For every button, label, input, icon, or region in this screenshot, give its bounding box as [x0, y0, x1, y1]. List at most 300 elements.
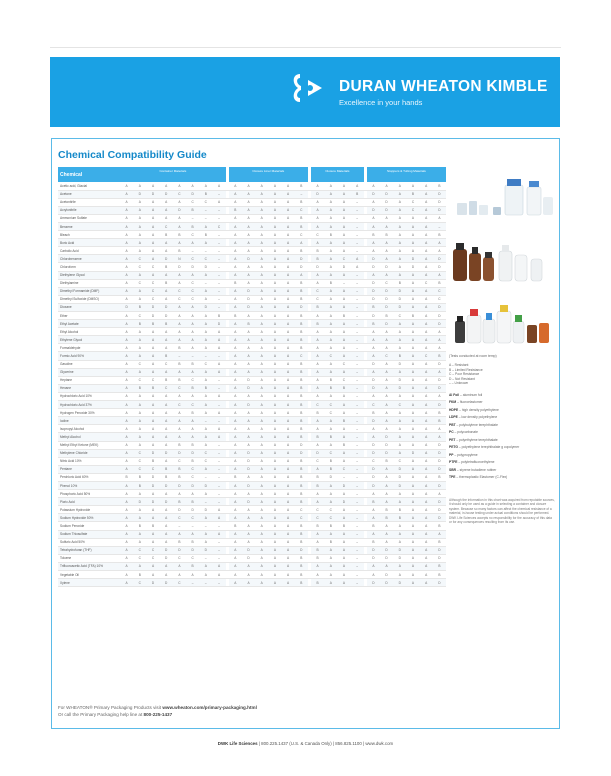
rating-cell: B: [380, 231, 393, 239]
rating-cell: D: [146, 473, 159, 481]
rating-cell: C: [393, 457, 406, 465]
rating-cell: B: [160, 465, 173, 473]
rating-cell: A: [255, 498, 268, 506]
chemical-name: Dimethyl Formamide (DMF): [58, 287, 120, 295]
table-row: [58, 522, 446, 530]
rating-cell: A: [268, 409, 281, 417]
rating-cell: A: [311, 360, 324, 368]
rating-cell: B: [186, 562, 199, 570]
rating-cell: A: [160, 295, 173, 303]
rating-cell: A: [406, 401, 419, 409]
rating-cell: A: [367, 214, 380, 222]
rating-cell: B: [186, 384, 199, 392]
rating-cell: A: [311, 376, 324, 384]
rating-cell: A: [282, 506, 295, 514]
rating-cell: C: [186, 279, 199, 287]
rating-cell: A: [160, 425, 173, 433]
rating-cell: A: [337, 271, 350, 279]
rating-cell: A: [242, 222, 255, 230]
chemical-name: Tetrahydrofuran (THF): [58, 546, 120, 554]
rating-cell: A: [367, 198, 380, 206]
rating-cell: A: [173, 271, 186, 279]
chemical-name: Dimethyl Sulfoxide (DMSO): [58, 295, 120, 303]
rating-cell: A: [242, 506, 255, 514]
rating-cell: –: [186, 522, 199, 530]
rating-cell: B: [295, 498, 308, 506]
rating-cell: C: [380, 279, 393, 287]
rating-cell: A: [268, 368, 281, 376]
rating-cell: A: [229, 303, 242, 311]
material-column-header: [186, 175, 199, 182]
rating-cell: D: [133, 190, 146, 198]
rating-cell: –: [351, 352, 364, 360]
rating-cell: A: [146, 417, 159, 425]
rating-cell: A: [393, 344, 406, 352]
rating-cell: D: [367, 190, 380, 198]
rating-cell: A: [311, 214, 324, 222]
rating-cell: D: [367, 546, 380, 554]
rating-cell: A: [186, 344, 199, 352]
rating-cell: D: [380, 198, 393, 206]
rating-cell: A: [268, 425, 281, 433]
material-column-header: [229, 175, 242, 182]
rating-cell: B: [295, 481, 308, 489]
rating-cell: C: [406, 206, 419, 214]
rating-cell: A: [282, 360, 295, 368]
rating-cell: A: [367, 271, 380, 279]
rating-cell: B: [324, 279, 337, 287]
rating-cell: A: [380, 247, 393, 255]
rating-cell: A: [337, 571, 350, 579]
table-row: [58, 255, 446, 263]
rating-cell: B: [311, 247, 324, 255]
rating-cell: B: [324, 457, 337, 465]
rating-cell: –: [433, 222, 446, 230]
rating-cell: A: [406, 473, 419, 481]
rating-cell: C: [146, 279, 159, 287]
rating-cell: A: [268, 384, 281, 392]
rating-cell: A: [420, 231, 433, 239]
rating-cell: A: [406, 222, 419, 230]
rating-cell: A: [337, 239, 350, 247]
rating-cell: B: [295, 295, 308, 303]
rating-cell: B: [295, 279, 308, 287]
rating-cell: –: [351, 433, 364, 441]
rating-cell: A: [146, 530, 159, 538]
rating-cell: B: [295, 312, 308, 320]
rating-cell: A: [282, 490, 295, 498]
rating-cell: A: [268, 182, 281, 190]
rating-cell: A: [146, 255, 159, 263]
rating-cell: A: [133, 231, 146, 239]
abbreviation-code: PETG: [449, 445, 458, 449]
rating-cell: D: [367, 473, 380, 481]
table-row: [58, 360, 446, 368]
rating-cell: A: [337, 401, 350, 409]
rating-cell: A: [229, 409, 242, 417]
rating-cell: A: [255, 409, 268, 417]
rating-cell: A: [337, 514, 350, 522]
rating-cell: A: [406, 368, 419, 376]
rating-cell: C: [199, 360, 212, 368]
rating-cell: D: [242, 287, 255, 295]
rating-cell: A: [420, 320, 433, 328]
rating-cell: D: [393, 554, 406, 562]
rating-cell: A: [380, 214, 393, 222]
rating-cell: –: [199, 214, 212, 222]
rating-cell: A: [120, 206, 133, 214]
rating-cell: A: [324, 360, 337, 368]
rating-cell: A: [268, 401, 281, 409]
rating-cell: B: [186, 441, 199, 449]
rating-cell: A: [173, 222, 186, 230]
rating-cell: A: [420, 401, 433, 409]
rating-cell: A: [380, 465, 393, 473]
rating-cell: A: [324, 214, 337, 222]
guide-title: Chemical Compatibility Guide: [58, 149, 207, 161]
rating-cell: A: [242, 182, 255, 190]
abbreviation-code: FKM: [449, 400, 457, 404]
rating-cell: A: [160, 490, 173, 498]
rating-cell: A: [160, 401, 173, 409]
rating-cell: A: [295, 271, 308, 279]
rating-cell: A: [324, 182, 337, 190]
rating-cell: A: [146, 425, 159, 433]
rating-cell: A: [406, 182, 419, 190]
rating-cell: A: [255, 231, 268, 239]
rating-cell: A: [282, 344, 295, 352]
rating-cell: A: [173, 425, 186, 433]
rating-cell: D: [380, 287, 393, 295]
rating-cell: D: [295, 263, 308, 271]
table-row: [58, 465, 446, 473]
rating-cell: A: [420, 546, 433, 554]
rating-cell: A: [406, 271, 419, 279]
rating-cell: A: [282, 368, 295, 376]
rating-cell: A: [393, 449, 406, 457]
rating-cell: A: [393, 255, 406, 263]
chemical-name: Sodium Hydroxide 50%: [58, 514, 120, 522]
rating-cell: B: [367, 409, 380, 417]
rating-cell: B: [133, 571, 146, 579]
rating-cell: A: [133, 247, 146, 255]
rating-cell: A: [380, 182, 393, 190]
rating-cell: A: [268, 465, 281, 473]
rating-cell: A: [173, 417, 186, 425]
rating-cell: C: [311, 287, 324, 295]
rating-cell: D: [199, 481, 212, 489]
table-row: [58, 441, 446, 449]
abbreviation-desc: – polypropylene: [453, 452, 478, 457]
rating-cell: C: [186, 473, 199, 481]
rating-cell: D: [295, 255, 308, 263]
rating-cell: A: [133, 409, 146, 417]
rating-cell: B: [295, 571, 308, 579]
rating-cell: A: [199, 344, 212, 352]
rating-cell: A: [160, 409, 173, 417]
wheaton-link[interactable]: www.wheaton.com/primary-packaging.html: [162, 705, 257, 710]
rating-cell: A: [229, 271, 242, 279]
rating-cell: –: [212, 279, 225, 287]
compatibility-table: [58, 167, 446, 587]
rating-cell: A: [393, 231, 406, 239]
rating-cell: A: [120, 287, 133, 295]
rating-cell: A: [324, 198, 337, 206]
rating-cell: A: [324, 247, 337, 255]
rating-cell: A: [173, 392, 186, 400]
rating-cell: –: [351, 490, 364, 498]
rating-cell: D: [433, 579, 446, 587]
rating-cell: A: [186, 571, 199, 579]
rating-cell: D: [242, 498, 255, 506]
rating-cell: C: [420, 279, 433, 287]
rating-cell: A: [160, 328, 173, 336]
rating-cell: D: [380, 190, 393, 198]
rating-cell: A: [268, 279, 281, 287]
rating-cell: A: [242, 328, 255, 336]
rating-cell: –: [351, 465, 364, 473]
rating-cell: A: [282, 271, 295, 279]
chemical-name: Nitric Acid 10%: [58, 457, 120, 465]
rating-cell: –: [212, 554, 225, 562]
rating-cell: A: [367, 222, 380, 230]
rating-cell: A: [406, 360, 419, 368]
rating-cell: D: [380, 303, 393, 311]
rating-cell: A: [133, 222, 146, 230]
chemical-name: Trifluoroacetic Acid (TFA) 10%: [58, 562, 120, 570]
rating-cell: A: [146, 562, 159, 570]
rating-cell: A: [242, 263, 255, 271]
rating-cell: C: [337, 465, 350, 473]
rating-cell: A: [173, 239, 186, 247]
rating-cell: C: [133, 255, 146, 263]
chemical-name: Sodium Thiosulfate: [58, 530, 120, 538]
table-row: [58, 312, 446, 320]
rating-cell: A: [133, 336, 146, 344]
rating-cell: D: [146, 579, 159, 587]
rating-cell: B: [311, 303, 324, 311]
chemical-name: Formic Acid 90%: [58, 352, 120, 360]
rating-cell: A: [268, 271, 281, 279]
rating-cell: A: [282, 239, 295, 247]
rating-cell: –: [351, 320, 364, 328]
rating-cell: B: [433, 231, 446, 239]
rating-cell: A: [229, 263, 242, 271]
rating-cell: A: [311, 425, 324, 433]
rating-cell: A: [255, 312, 268, 320]
rating-cell: A: [420, 336, 433, 344]
rating-cell: B: [311, 522, 324, 530]
rating-cell: A: [133, 271, 146, 279]
rating-cell: C: [146, 546, 159, 554]
rating-cell: A: [367, 392, 380, 400]
table-row: [58, 239, 446, 247]
rating-cell: B: [186, 206, 199, 214]
rating-cell: A: [311, 530, 324, 538]
rating-cell: A: [199, 425, 212, 433]
rating-cell: A: [282, 328, 295, 336]
rating-cell: A: [420, 239, 433, 247]
rating-cell: A: [212, 392, 225, 400]
rating-cell: A: [120, 376, 133, 384]
rating-cell: D: [433, 457, 446, 465]
rating-cell: A: [133, 441, 146, 449]
rating-cell: A: [186, 392, 199, 400]
material-column-header: [160, 175, 173, 182]
rating-cell: D: [433, 312, 446, 320]
rating-cell: B: [173, 247, 186, 255]
rating-cell: A: [406, 554, 419, 562]
rating-cell: A: [393, 239, 406, 247]
rating-cell: A: [133, 417, 146, 425]
rating-cell: A: [406, 336, 419, 344]
rating-cell: A: [146, 571, 159, 579]
rating-cell: A: [393, 198, 406, 206]
rating-cell: B: [367, 538, 380, 546]
abbreviation-desc: – polycarbonate: [453, 430, 478, 434]
rating-key: [449, 363, 555, 386]
rating-cell: A: [229, 360, 242, 368]
rating-cell: A: [199, 441, 212, 449]
rating-cell: A: [212, 562, 225, 570]
rating-cell: –: [173, 352, 186, 360]
table-row: [58, 295, 446, 303]
rating-cell: B: [173, 473, 186, 481]
rating-cell: D: [433, 401, 446, 409]
abbreviation-code: PBT: [449, 422, 456, 427]
rating-cell: A: [173, 279, 186, 287]
rating-cell: B: [186, 538, 199, 546]
material-group-header: Stoppers & Tubing Materials: [367, 167, 446, 175]
rating-cell: A: [324, 328, 337, 336]
rating-cell: A: [242, 473, 255, 481]
table-row: [58, 490, 446, 498]
rating-cell: A: [255, 441, 268, 449]
rating-cell: A: [255, 295, 268, 303]
rating-cell: B: [433, 562, 446, 570]
rating-cell: B: [295, 457, 308, 465]
rating-cell: B: [351, 190, 364, 198]
rating-cell: A: [311, 490, 324, 498]
rating-cell: –: [186, 214, 199, 222]
rating-cell: –: [351, 376, 364, 384]
rating-cell: A: [268, 344, 281, 352]
rating-cell: –: [351, 336, 364, 344]
rating-cell: A: [120, 465, 133, 473]
rating-cell: –: [186, 352, 199, 360]
chemical-name: Xylene: [58, 579, 120, 587]
rating-cell: A: [268, 571, 281, 579]
rating-cell: A: [282, 376, 295, 384]
rating-cell: A: [160, 287, 173, 295]
help-line-phone[interactable]: 800-225-1437: [143, 712, 173, 717]
rating-cell: B: [295, 222, 308, 230]
rating-cell: A: [282, 287, 295, 295]
rating-cell: A: [120, 401, 133, 409]
rating-cell: A: [282, 473, 295, 481]
rating-cell: A: [367, 368, 380, 376]
rating-cell: C: [367, 457, 380, 465]
rating-cell: B: [160, 231, 173, 239]
rating-cell: A: [268, 303, 281, 311]
rating-cell: D: [380, 579, 393, 587]
rating-cell: A: [420, 498, 433, 506]
rating-cell: A: [324, 530, 337, 538]
rating-cell: A: [255, 425, 268, 433]
rating-cell: D: [393, 376, 406, 384]
rating-cell: A: [337, 336, 350, 344]
rating-cell: A: [255, 263, 268, 271]
rating-cell: A: [380, 481, 393, 489]
rating-cell: A: [173, 571, 186, 579]
rating-cell: A: [268, 481, 281, 489]
rating-cell: A: [173, 320, 186, 328]
rating-cell: C: [295, 506, 308, 514]
rating-key-item: D – Not Resistant: [449, 376, 475, 381]
rating-cell: A: [160, 368, 173, 376]
rating-cell: D: [311, 449, 324, 457]
table-row: [58, 473, 446, 481]
rating-cell: A: [324, 271, 337, 279]
rating-cell: B: [367, 498, 380, 506]
rating-cell: B: [160, 263, 173, 271]
rating-cell: A: [120, 514, 133, 522]
rating-cell: D: [380, 449, 393, 457]
material-column-header: [282, 175, 295, 182]
rating-cell: A: [268, 247, 281, 255]
rating-cell: A: [311, 312, 324, 320]
rating-cell: A: [160, 247, 173, 255]
rating-key-item: C – Poor Resistance: [449, 372, 480, 376]
table-row: [58, 417, 446, 425]
rating-cell: A: [255, 506, 268, 514]
chemical-name: Ethylene Glycol: [58, 336, 120, 344]
rating-cell: A: [420, 562, 433, 570]
chemical-name: Isopropyl Alcohol: [58, 425, 120, 433]
rating-cell: A: [255, 287, 268, 295]
abbreviation-desc: – low density polyethylene: [457, 415, 498, 419]
rating-cell: A: [242, 409, 255, 417]
rating-cell: A: [199, 239, 212, 247]
rating-cell: C: [173, 401, 186, 409]
rating-cell: B: [295, 368, 308, 376]
rating-cell: C: [186, 465, 199, 473]
rating-cell: B: [173, 441, 186, 449]
rating-cell: A: [255, 417, 268, 425]
rating-cell: A: [229, 514, 242, 522]
rating-cell: A: [229, 182, 242, 190]
rating-cell: A: [120, 554, 133, 562]
rating-cell: A: [268, 352, 281, 360]
rating-cell: D: [393, 579, 406, 587]
rating-cell: A: [282, 255, 295, 263]
rating-key-item: – – Unknown: [449, 381, 469, 385]
rating-cell: A: [120, 182, 133, 190]
rating-cell: B: [380, 312, 393, 320]
rating-cell: B: [295, 360, 308, 368]
rating-cell: B: [295, 425, 308, 433]
rating-cell: A: [337, 247, 350, 255]
rating-cell: A: [242, 490, 255, 498]
chemical-name: Sodium Peroxide: [58, 522, 120, 530]
rating-cell: A: [186, 303, 199, 311]
rating-cell: A: [173, 562, 186, 570]
rating-cell: A: [229, 562, 242, 570]
rating-cell: A: [268, 295, 281, 303]
rating-cell: –: [212, 490, 225, 498]
rating-cell: C: [311, 231, 324, 239]
rating-cell: B: [133, 384, 146, 392]
